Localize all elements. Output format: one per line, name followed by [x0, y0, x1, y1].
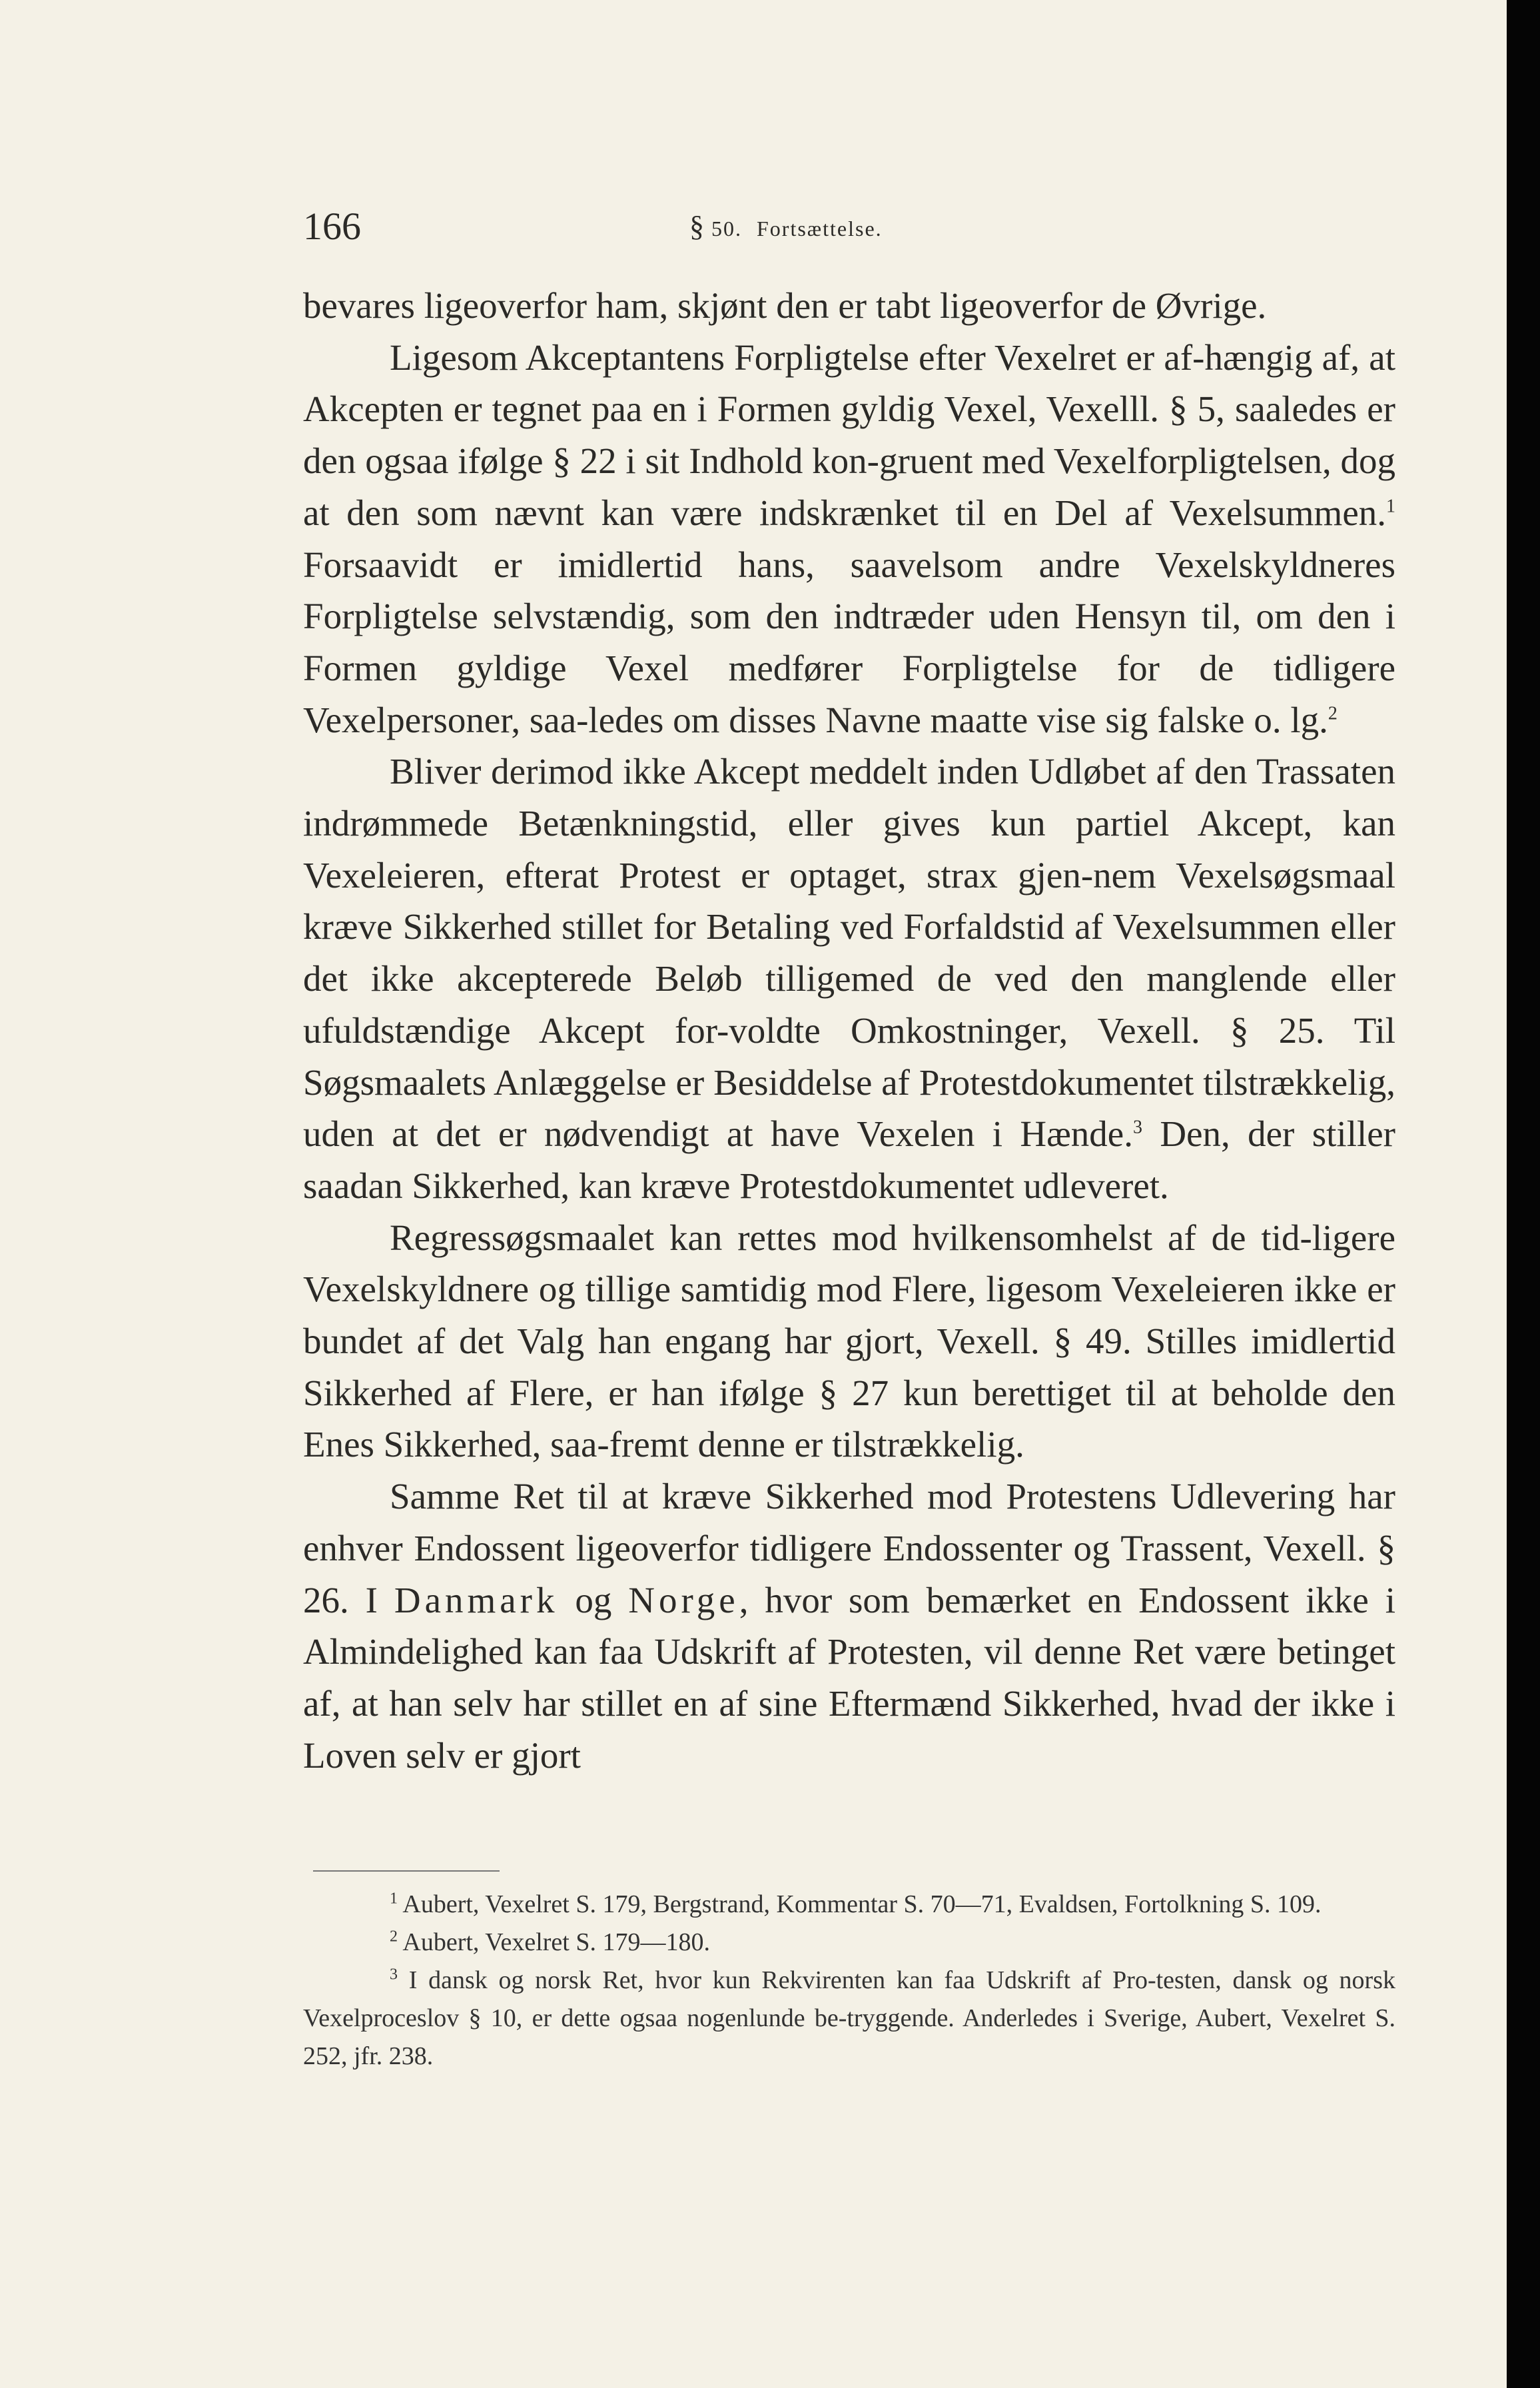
spaced-word-norge: Norge — [628, 1579, 739, 1620]
spaced-word-danmark: Danmark — [394, 1579, 559, 1620]
section-number: 50. — [711, 217, 742, 241]
running-title — [689, 200, 883, 255]
page-header — [303, 200, 1395, 253]
scan-edge-strip — [1507, 0, 1540, 2388]
footnote-1-mark: 1 — [390, 1890, 398, 1908]
paragraph-5-text-b: og — [558, 1579, 629, 1620]
paragraph-1-text: bevares ligeoverfor ham, skjønt den er tabt ligeoverfor de Øvrige. — [303, 285, 1267, 326]
section-title: Fortsættelse. — [757, 217, 883, 241]
footnote-ref-3: 3 — [1132, 1117, 1142, 1138]
paragraph-3 — [303, 746, 1395, 1211]
paragraph-2-text-a: Ligesom Akceptantens Forpligtelse efter Vexelret er af-hængig af, at Akcepten er tegnet paa en i Formen gyldig Vexel, Vexelll. § 5, saaledes er den ogsaa ifølge § 22 i sit Indhold kon-gruent med Vexelforpligtelsen, dog at den som nævnt kan være indskrænket til en Del af Vexelsummen. — [303, 336, 1395, 533]
footnote-2-mark: 2 — [390, 1928, 398, 1946]
paragraph-2-text-b: Forsaavidt er imidlertid hans, saavelsom andre Vexelskyldneres Forpligtelse selvstændig, som den indtræder uden Hensyn til, om den i Formen gyldige Vexel medfører Forpligtelse for de tidligere Vexelpersoner, saa-ledes om disses Navne maatte vise sig falske o. lg. — [303, 544, 1395, 740]
paragraph-4 — [303, 1212, 1395, 1471]
footnote-3-text: I dansk og norsk Ret, hvor kun Rekvirenten kan faa Udskrift af Pro-testen, dansk og norsk Vexelproceslov § 10, er dette ogsaa nogenlunde be-tryggende. Anderledes i Sverige, Aubert, Vexelret S. 252, jfr. 238. — [303, 1966, 1395, 2070]
footnote-ref-2: 2 — [1328, 703, 1338, 724]
footnote-1-text: Aubert, Vexelret S. 179, Bergstrand, Kommentar S. 70—71, Evaldsen, Fortolkning S. 109. — [398, 1890, 1322, 1918]
footnote-divider — [313, 1870, 500, 1872]
page-number: 166 — [303, 205, 361, 248]
section-sign: § — [689, 210, 704, 243]
paragraph-5 — [303, 1471, 1395, 1781]
footnotes — [303, 1886, 1395, 2076]
footnote-2 — [303, 1924, 1395, 1962]
paragraph-5-text-a: Samme Ret til at kræve Sikkerhed mod Protestens Udlevering har enhver Endossent ligeoverfor tidligere Endossenter og Trassent, Vexell. § 26. I — [303, 1476, 1395, 1620]
paragraph-5-text-c: , hvor som bemærket en Endossent ikke i Almindelighed kan faa Udskrift af Protesten, vil denne Ret være betinget af, at han selv har stillet en af sine Eftermænd Sikkerhed, hvad der ikke i Loven selv er gjort — [303, 1579, 1395, 1776]
footnote-2-text: Aubert, Vexelret S. 179—180. — [398, 1928, 710, 1956]
paragraph-3-text-b: Den, der stiller saadan Sikkerhed, kan kræve Protestdokumentet udleveret. — [303, 1113, 1395, 1206]
footnote-3 — [303, 1962, 1395, 2076]
paragraph-1 — [303, 280, 1395, 332]
paragraph-3-text-a: Bliver derimod ikke Akcept meddelt inden Udløbet af den Trassaten indrømmede Betænkningstid, eller gives kun partiel Akcept, kan Vexeleieren, efterat Protest er optaget, strax gjen-nem Vexelsøgsmaal kræve Sikkerhed stillet for Betaling ved Forfaldstid af Vexelsummen eller det ikke akcepterede Beløb tilligemed de ved den manglende eller ufuldstændige Akcept for-voldte Omkostninger, Vexell. § 25. Til Søgsmaalets Anlæggelse er Besiddelse af Protestdokumentet tilstrækkelig, uden at det er nødvendigt at have Vexelen i Hænde. — [303, 751, 1395, 1155]
footnote-ref-1: 1 — [1386, 496, 1395, 517]
footnote-1 — [303, 1886, 1395, 1924]
footnote-3-mark: 3 — [390, 1966, 398, 1984]
paragraph-2 — [303, 332, 1395, 746]
body-text — [303, 280, 1395, 1832]
paragraph-4-text: Regressøgsmaalet kan rettes mod hvilkensomhelst af de tid-ligere Vexelskyldnere og tillige samtidig mod Flere, ligesom Vexeleieren ikke er bundet af det Valg han engang har gjort, Vexell. § 49. Stilles imidlertid Sikkerhed af Flere, er han ifølge § 27 kun berettiget til at beholde den Enes Sikkerhed, saa-fremt denne er tilstrækkelig. — [303, 1217, 1395, 1465]
